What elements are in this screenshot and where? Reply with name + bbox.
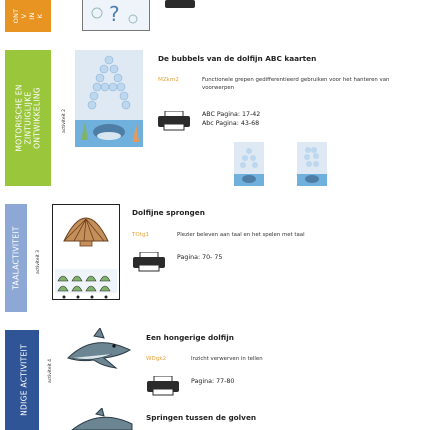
svg-text:?: ? xyxy=(109,2,120,26)
shell-sequence-image xyxy=(53,205,119,299)
activity-title: Dolfijne sprongen xyxy=(132,208,205,217)
activity-description: Functionele grepen gedifferentieerd gebruiken voor het hanteren van voorwerpen xyxy=(202,77,390,91)
thumbnail-card xyxy=(234,142,264,186)
question-card-icon xyxy=(83,0,149,30)
activity-title: Een hongerige dolfijn xyxy=(146,333,234,342)
thumbnail-card xyxy=(297,142,327,186)
printer-icon xyxy=(132,252,166,272)
activity-code: WDgk2 xyxy=(146,356,167,362)
category-band-taal xyxy=(5,204,27,312)
activity-pages xyxy=(177,253,222,262)
category-band-taal-label: TAALACTIVITEIT xyxy=(11,226,21,290)
category-band-motor-label: MOTORISCHE EN ZINTUIGLIJKE ONTWIKKELING xyxy=(14,84,42,152)
category-band-motor xyxy=(5,50,51,186)
preview-card-abc xyxy=(75,50,143,147)
preview-card-question xyxy=(82,0,150,31)
activity-code: MZkm2 xyxy=(158,77,179,83)
activity-title: De bubbels van de dolfijn ABC kaarten xyxy=(158,54,317,63)
category-band-wisk xyxy=(5,330,39,430)
printer-icon xyxy=(157,111,191,131)
printer-icon-top xyxy=(163,0,197,10)
jumping-dolphin-image xyxy=(70,408,134,430)
activity-description: Plezier beleven aan taal en het spelen met taal xyxy=(177,232,305,238)
activity-page-line: Pagina: 77-80 xyxy=(191,378,235,385)
activity-code: TOtg1 xyxy=(132,232,150,238)
activity-title: Springen tussen de golven xyxy=(146,413,257,422)
category-band-top-label: ONT V IN K xyxy=(12,8,44,24)
preview-card-shell xyxy=(52,204,120,300)
printer-icon xyxy=(146,376,180,396)
dolphin-bubble-a-image xyxy=(75,50,143,147)
activity-pages xyxy=(202,110,260,128)
activity-label: activiteit 2 xyxy=(62,108,67,133)
dolphin-thumbnail-image xyxy=(297,142,327,186)
activity-pages xyxy=(191,377,234,386)
dolphin-thumbnail-image xyxy=(234,142,264,186)
activity-page-line: ABC Pagina: 17-42 xyxy=(202,111,261,118)
category-band-top xyxy=(5,0,51,32)
activity-label: activiteit 4 xyxy=(48,358,53,383)
activity-page-line: Pagina: 70- 75 xyxy=(177,254,223,261)
hungry-dolphin-image xyxy=(64,328,134,372)
activity-page-line: Abc Pagina: 43-68 xyxy=(202,120,260,127)
category-band-wisk-label: NDIGE ACTIVITEIT xyxy=(19,344,29,416)
activity-description: Inzicht verwerven in tellen xyxy=(191,356,263,362)
activity-label: activiteit 3 xyxy=(36,249,41,274)
